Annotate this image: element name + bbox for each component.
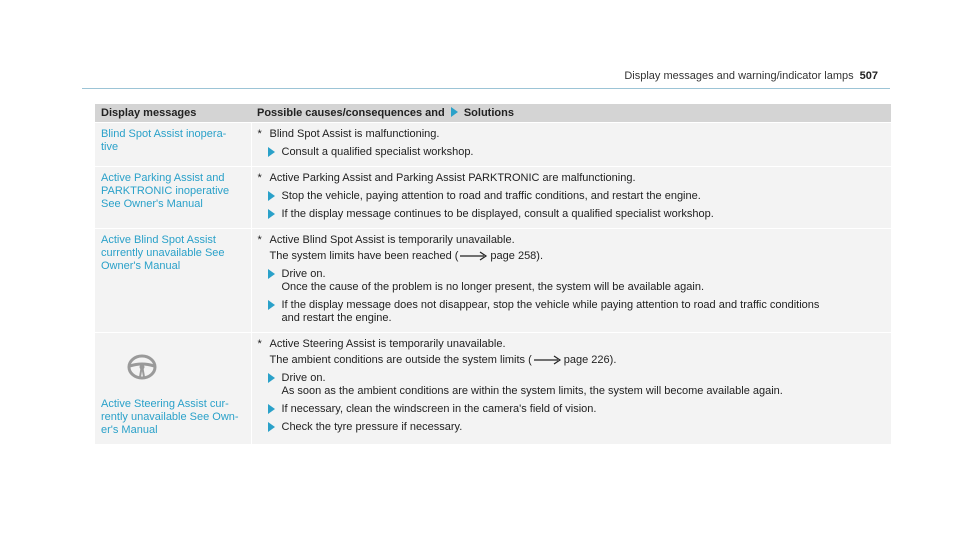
solution-cell <box>251 123 891 167</box>
step-text: Stop the vehicle, paying attention to road and traffic conditions, and restart the engine. <box>281 190 701 202</box>
cause-text: Blind Spot Assist is malfunctioning. <box>269 128 440 140</box>
message-text: Blind Spot Assist inopera- tive <box>101 128 227 153</box>
cause-text: Active Blind Spot Assist is temporarily unavailable. <box>269 234 515 246</box>
header-rule <box>82 88 890 89</box>
message-cell <box>95 123 251 167</box>
page-reference-link[interactable]: page 226). <box>563 354 617 366</box>
solution-cell <box>251 167 891 229</box>
play-arrow-icon <box>268 209 275 219</box>
page-reference-arrow-icon <box>534 355 562 365</box>
cause-text: Active Parking Assist and Parking Assist PARKTRONIC are malfunctioning. <box>269 172 636 184</box>
solution-step <box>258 268 885 294</box>
solution-cell <box>251 333 891 445</box>
table-row <box>95 333 891 445</box>
play-arrow-icon <box>268 191 275 201</box>
play-arrow-icon <box>451 107 458 117</box>
play-arrow-icon <box>268 422 275 432</box>
page-reference-link[interactable]: page 258). <box>490 250 544 262</box>
table-row <box>95 123 891 167</box>
solution-step <box>258 146 885 159</box>
play-arrow-icon <box>268 269 275 279</box>
col-header-causes <box>251 104 891 123</box>
solution-step <box>258 299 885 325</box>
star-marker: * <box>257 128 262 140</box>
step-text: Check the tyre pressure if necessary. <box>281 421 463 433</box>
star-marker: * <box>257 172 262 184</box>
solution-step <box>258 190 885 203</box>
play-arrow-icon <box>268 373 275 383</box>
table-row <box>95 167 891 229</box>
message-cell <box>95 229 251 333</box>
page-reference-arrow-icon <box>460 251 488 261</box>
cause-detail-text: The ambient conditions are outside the system limits ( <box>269 354 532 366</box>
step-text: If necessary, clean the windscreen in the camera's field of vision. <box>281 403 597 415</box>
star-marker: * <box>257 234 262 246</box>
star-marker: * <box>257 338 262 350</box>
message-cell <box>95 167 251 229</box>
play-arrow-icon <box>268 404 275 414</box>
col-header-messages: Display messages <box>95 104 251 123</box>
play-arrow-icon <box>268 300 275 310</box>
message-text: Active Steering Assist cur- rently unavailable See Own- er's Manual <box>101 398 239 436</box>
steering-wheel-icon <box>127 354 157 380</box>
step-text: Drive on. Once the cause of the problem is no longer present, the system will be available again. <box>281 268 705 293</box>
message-text: Active Parking Assist and PARKTRONIC inoperative See Owner's Manual <box>101 172 230 210</box>
page-number: 507 <box>859 70 878 82</box>
step-text: If the display message continues to be displayed, consult a qualified specialist workshop. <box>281 208 714 220</box>
cause-detail-text: The system limits have been reached ( <box>269 250 459 262</box>
table-row <box>95 229 891 333</box>
col-header-solutions-label: Solutions <box>463 107 514 119</box>
solution-cell <box>251 229 891 333</box>
message-cell <box>95 333 251 445</box>
header-title: Display messages and warning/indicator lamps <box>624 70 854 82</box>
step-text: Consult a qualified specialist workshop. <box>281 146 474 158</box>
solution-step <box>258 403 885 416</box>
page-header <box>0 70 878 82</box>
col-header-causes-label: Possible causes/consequences and <box>257 107 445 119</box>
messages-table <box>95 104 892 444</box>
step-text: If the display message does not disappear, stop the vehicle while paying attention to road and traffic conditions and restart the engine. <box>281 299 820 324</box>
play-arrow-icon <box>268 147 275 157</box>
solution-step <box>258 372 885 398</box>
table-header-row <box>95 104 891 123</box>
solution-step <box>258 421 885 434</box>
step-text: Drive on. As soon as the ambient conditions are within the system limits, the system will become available again. <box>281 372 783 397</box>
cause-text: Active Steering Assist is temporarily unavailable. <box>269 338 506 350</box>
solution-step <box>258 208 885 221</box>
message-text: Active Blind Spot Assist currently unavailable See Owner's Manual <box>101 234 225 272</box>
